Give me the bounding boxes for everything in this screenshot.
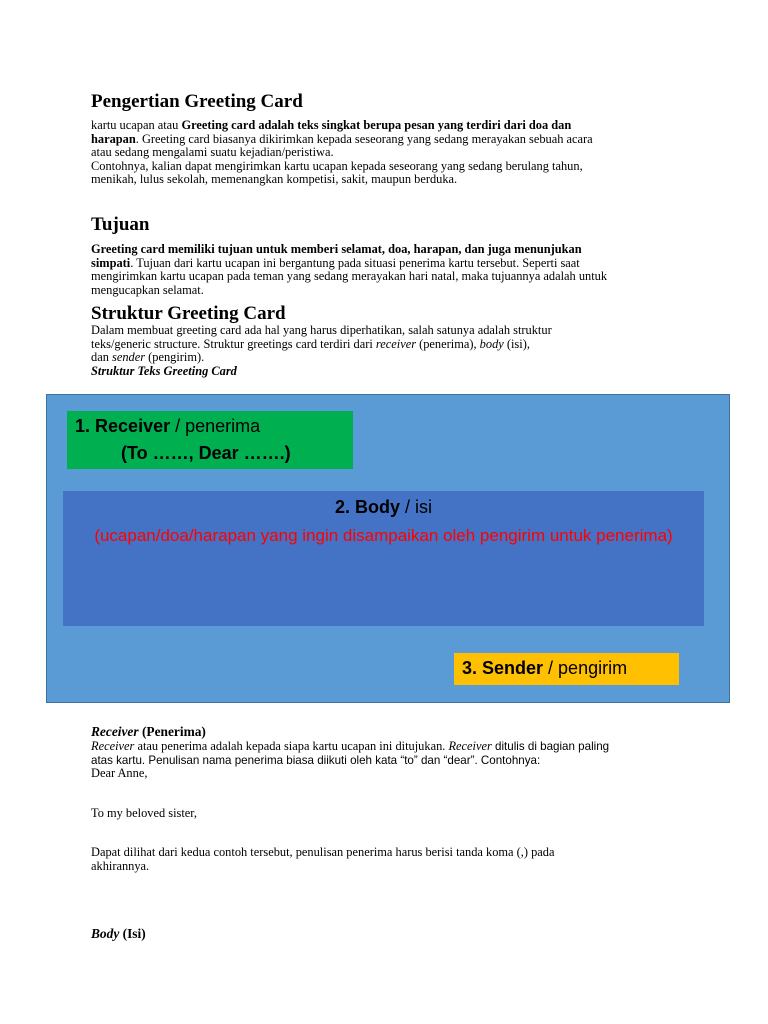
heading-receiver xyxy=(91,724,206,740)
text-line: Dapat dilihat dari kedua contoh tersebut, penulisan penerima harus berisi tanda koma (,) pada xyxy=(91,845,555,859)
text-line: mengucapkan selamat. xyxy=(91,282,204,297)
receiver-number: 1. xyxy=(75,416,91,436)
body-title: 2. Body xyxy=(334,497,400,517)
text: teks/generic structure. Struktur greetings card terdiri dari xyxy=(91,336,376,351)
text: ditulis di bagian paling xyxy=(491,740,610,753)
receiver-box xyxy=(67,411,353,469)
paragraph-struktur xyxy=(91,324,711,378)
body-box xyxy=(63,491,704,626)
heading-struktur: Struktur Greeting Card xyxy=(91,303,286,324)
bold-text: Greeting card memiliki tujuan untuk memberi selamat, doa, harapan, dan juga menunjukan xyxy=(91,242,582,256)
text: (Isi) xyxy=(119,926,146,941)
sender-title: 3. Sender xyxy=(462,658,544,678)
italic-text: Receiver xyxy=(91,724,139,739)
text: (isi), xyxy=(503,336,530,351)
paragraph-pengertian xyxy=(91,119,711,187)
text: . Greeting card biasanya dikirimkan kepada seseorang yang sedang merayakan sebuah acara xyxy=(135,131,593,146)
heading-tujuan: Tujuan xyxy=(91,214,150,235)
text-line: akhirannya. xyxy=(91,858,150,873)
text-line: menikah, lulus sekolah, memenangkan kompetisi, sakit, maupun berduka. xyxy=(91,172,458,187)
italic-text: receiver xyxy=(375,336,417,351)
italic-text: Receiver xyxy=(91,739,135,753)
greeting-card-structure-diagram xyxy=(46,394,730,703)
receiver-subtitle: / penerima xyxy=(170,416,261,436)
italic-text: body xyxy=(479,336,504,351)
text-line: To my beloved sister, xyxy=(91,806,198,820)
bold-text: harapan xyxy=(91,131,136,146)
bold-text: simpati xyxy=(91,255,131,270)
text: atau penerima adalah kepada siapa kartu ucapan ini ditujukan. xyxy=(134,739,449,753)
text-line: Dear Anne, xyxy=(91,766,148,781)
body-subtitle: / isi xyxy=(400,497,433,517)
sender-subtitle: / pengirim xyxy=(543,658,628,678)
receiver-example-2 xyxy=(91,807,711,821)
text-line: atas kartu. Penulisan nama penerima biasa diikuti oleh kata “to” dan “dear”. Contohnya: xyxy=(91,753,541,767)
text-line: Contohnya, kalian dapat mengirimkan kartu ucapan kepada seseorang yang sedang berulang tahun, xyxy=(91,158,583,173)
text: (penerima), xyxy=(416,336,480,351)
text-line: Dalam membuat greeting card ada hal yang harus diperhatikan, salah satunya adalah struktur xyxy=(91,323,552,337)
paragraph-receiver xyxy=(91,740,711,781)
paragraph-tujuan xyxy=(91,243,711,297)
paragraph-note xyxy=(91,846,711,873)
italic-text: Receiver xyxy=(448,739,492,753)
text: dan xyxy=(91,350,112,365)
text: (Penerima) xyxy=(138,724,206,739)
sender-box xyxy=(454,653,679,685)
text: . Tujuan dari kartu ucapan ini bergantung pada situasi penerima kartu tersebut. Seperti saat xyxy=(130,255,580,270)
heading-body xyxy=(91,926,146,942)
text-line: mengirimkan kartu ucapan pada teman yang sedang merayakan hari natal, maka tujuannya adalah untuk xyxy=(91,269,608,284)
text-line: atau sedang mengalami suatu kejadian/peristiwa. xyxy=(91,145,334,160)
receiver-example: (To ……, Dear …….) xyxy=(121,443,291,463)
heading-pengertian: Pengertian Greeting Card xyxy=(91,91,303,112)
diagram-caption: Struktur Teks Greeting Card xyxy=(91,363,237,378)
text: kartu ucapan atau xyxy=(91,118,182,132)
italic-text: sender xyxy=(112,350,146,365)
italic-text: Body xyxy=(91,926,120,941)
receiver-title: Receiver xyxy=(95,416,171,436)
text: (pengirim). xyxy=(145,350,205,365)
body-description: (ucapan/doa/harapan yang ingin disampaikan oleh pengirim untuk penerima) xyxy=(94,526,673,545)
bold-text: Greeting card adalah teks singkat berupa pesan yang terdiri dari doa dan xyxy=(181,118,572,132)
